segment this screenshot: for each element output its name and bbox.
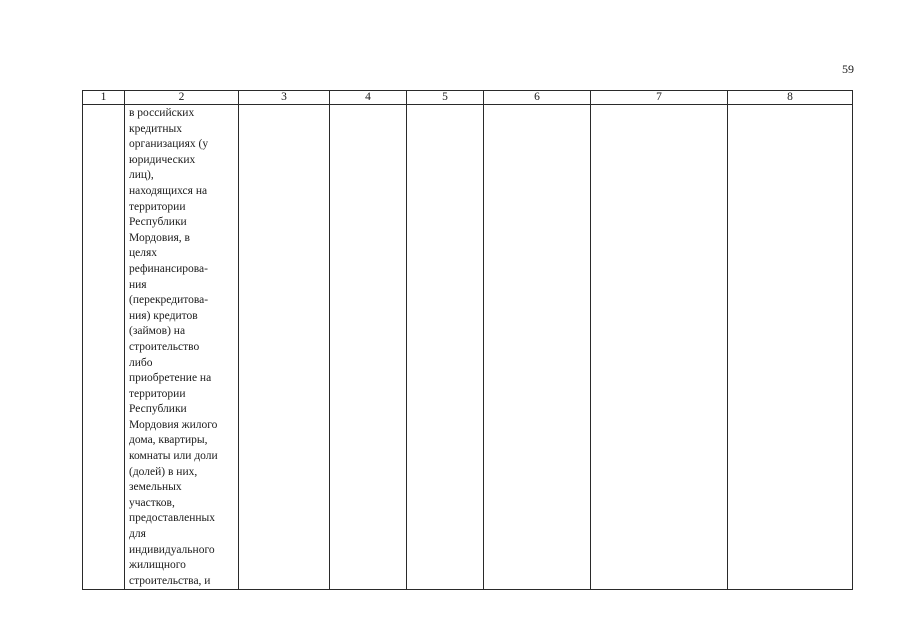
column-header-2: 2 [125,91,239,105]
table-cell-col3 [239,105,330,590]
column-header-5: 5 [407,91,484,105]
table-header-row [83,91,853,105]
cell-description-text: в российских кредитных организациях (у юридических лиц), находящихся на территории Республики Мордовия, в целях рефинансирова- ния (перекредитова- ния) кредитов (займов) на строительство либо приобретение на территории Республики Мордовия жилого дома, квартиры, комнаты или доли (долей) в них, земельных участков, предоставленных для индивидуального жилищного строительства, и [129,107,218,587]
column-header-6: 6 [484,91,591,105]
column-header-7: 7 [591,91,728,105]
column-header-8: 8 [728,91,853,105]
document-table [82,90,853,590]
table-cell-col2 [125,105,239,590]
page-number: 59 [842,62,854,76]
table-cell-col6 [484,105,591,590]
table-cell-col8 [728,105,853,590]
column-header-3: 3 [239,91,330,105]
table-row [83,105,853,590]
table-cell-col5 [407,105,484,590]
table-cell-col1 [83,105,125,590]
column-header-1: 1 [83,91,125,105]
column-header-4: 4 [330,91,407,105]
table-cell-col4 [330,105,407,590]
table-cell-col7 [591,105,728,590]
